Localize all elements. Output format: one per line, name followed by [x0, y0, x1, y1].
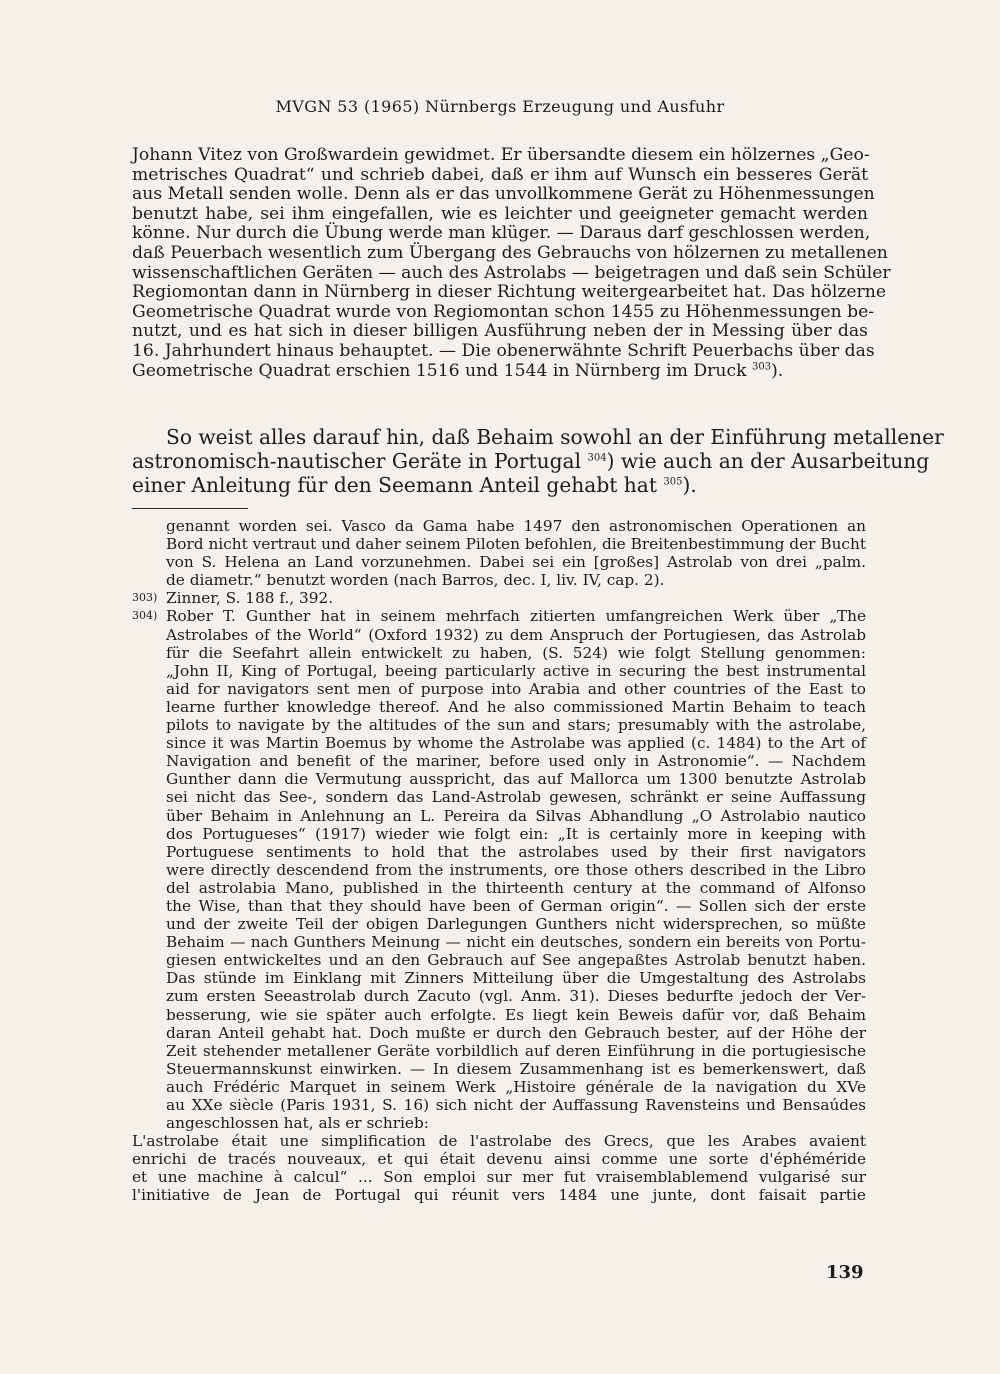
- footnote-line: genannt worden sei. Vasco da Gama habe 1497 den astronomischen Operationen an: [166, 517, 866, 535]
- footnote-number: 304): [132, 609, 158, 623]
- text-line: aus Metall senden wolle. Denn als er das unvollkommene Gerät zu Höhenmessungen: [132, 184, 875, 205]
- footnote-line: pilots to navigate by the altitudes of the sun and stars; presumably with the astrolabe,: [166, 716, 866, 735]
- emph-line: [132, 449, 930, 473]
- text-fragment: einer Anleitung für den Seemann Anteil gehabt hat: [132, 473, 657, 497]
- text-line: Johann Vitez von Großwardein gewidmet. Er übersandte diesem ein hölzernes „Geo-: [132, 145, 870, 165]
- footnote-line: since it was Martin Boemus by whome the Astrolabe was applied (c. 1484) to the Art of: [166, 734, 866, 753]
- footnote-line: Behaim — nach Gunthers Meinung — nicht ein deutsches, sondern ein bereits von Portu-: [166, 933, 866, 952]
- footnotes: [132, 517, 866, 1205]
- footnote-line: au XXe siècle (Paris 1931, S. 16) sich nicht der Auffassung Ravensteins und Bensaúdes: [166, 1096, 866, 1114]
- footnote-line: sei nicht das See-, sondern das Land-Astrolab gewesen, schränkt er seine Auffassung: [166, 788, 866, 807]
- footnote-line: von S. Helena an Land vorzunehmen. Dabei sei ein [großes] Astrolab von drei „palm.: [166, 553, 866, 572]
- footnote-line: zum ersten Seeastrolab durch Zacuto (vgl. Anm. 31). Dieses bedurfte jedoch der Ver-: [166, 987, 866, 1006]
- text-line-last: [132, 362, 868, 382]
- footnote-line: Zeit stehender metallener Geräte vorbildlich auf deren Einführung in die portugiesische: [166, 1041, 866, 1060]
- text-fragment: astronomisch-nautischer Geräte in Portugal: [132, 449, 582, 473]
- footnote-line: were directly descendend from the instruments, ore those others described in the Libro: [166, 860, 866, 879]
- text-fragment: ) wie auch an der Ausarbeitung: [606, 449, 930, 473]
- footnote-line: Zinner, S. 188 f., 392.: [166, 589, 334, 608]
- footnote-line: über Behaim in Anlehnung an L. Pereira da Silvas Abhandlung „O Astrolabio nautico: [166, 806, 866, 825]
- text-line: benutzt habe, sei ihm eingefallen, wie es leichter und geeigneter gemacht werden: [132, 203, 868, 224]
- page-number: 139: [826, 1262, 864, 1283]
- footnote-line: Bord nicht vertraut und daher seinem Piloten befohlen, die Breitenbestimmung der Bucht: [166, 535, 866, 554]
- text-line: daß Peuerbach wesentlich zum Übergang des Gebrauchs von hölzernen zu metallenen: [132, 242, 888, 263]
- footnote-line: angeschlossen hat, als er schrieb:: [166, 1114, 429, 1133]
- quote-line: et une machine à calcul“ ... Son emploi sur mer fut vraisemblablemend vulgarisé sur: [132, 1168, 866, 1187]
- text-line: 16. Jahrhundert hinaus behauptet. — Die obenerwähnte Schrift Peuerbachs über das: [132, 340, 875, 361]
- quote-line: l'initiative de Jean de Portugal qui réunit vers 1484 une junte, dont faisait partie: [132, 1186, 866, 1205]
- footnote-line: learne further knowledge thereof. And he also commissioned Martin Behaim to teach: [166, 697, 866, 716]
- footnote-line: dos Portugueses“ (1917) wieder wie folgt ein: „It is certainly more in keeping with: [166, 824, 866, 843]
- main-paragraph: [132, 145, 891, 381]
- footnote-line: the Wise, than that they should have been of German origin“. — Sollen sich der erste: [166, 896, 866, 915]
- quote-line: L'astrolabe était une simplification de l'astrolabe des Grecs, que les Arabes avaient: [132, 1132, 866, 1151]
- text-fragment: Geometrische Quadrat erschien 1516 und 1544 in Nürnberg im Druck: [132, 360, 747, 381]
- footnote-number: 303): [132, 591, 158, 605]
- quote-line: enrichi de tracés nouveaux, et qui était devenu ainsi comme une sorte d'éphéméride: [132, 1150, 866, 1169]
- footnote-ref-305[interactable]: 305: [663, 476, 683, 488]
- footnote-line: Gunther dann die Vermutung ausspricht, das auf Mallorca um 1300 benutzte Astrolab: [166, 770, 866, 789]
- french-quotation: [132, 1132, 866, 1204]
- text-line: Regiomontan dann in Nürnberg in dieser Richtung weitergearbeitet hat. Das hölzerne: [132, 282, 887, 303]
- running-header: MVGN 53 (1965) Nürnbergs Erzeugung und Ausfuhr: [275, 97, 725, 116]
- footnote-304: [132, 607, 866, 1204]
- footnote-line: Navigation and benefit of the mariner, before used only in Astronomie“. — Nachdem: [166, 752, 866, 771]
- footnote-line: Rober T. Gunther hat in seinem mehrfach zitierten umfangreichen Werk über „The: [166, 607, 866, 626]
- text-fragment: ).: [682, 473, 697, 497]
- emphasized-paragraph: [132, 425, 944, 497]
- footnote-ref-304[interactable]: 304: [587, 452, 607, 464]
- text-line: metrisches Quadrat“ und schrieb dabei, daß er ihm auf Wunsch ein besseres Gerät: [132, 164, 868, 185]
- text-line: wissenschaftlichen Geräten — auch des Astrolabs — beigetragen und daß sein Schüler: [132, 262, 891, 283]
- footnote-ref-303[interactable]: 303: [751, 360, 772, 372]
- text-line: könne. Nur durch die Übung werde man klüger. — Daraus darf geschlossen werden,: [132, 223, 871, 244]
- footnote-line: Das stünde im Einklang mit Zinners Mitteilung über die Umgestaltung des Astrolabs: [166, 969, 866, 988]
- text-fragment: ).: [771, 360, 784, 381]
- footnote-line: aid for navigators sent men of purpose into Arabia and other countries of the East to: [166, 679, 866, 698]
- footnote-line: del astrolabia Mano, published in the thirteenth century at the command of Alfonso: [166, 878, 866, 897]
- footnote-line: daran Anteil gehabt hat. Doch mußte er durch den Gebrauch bester, auf der Höhe der: [166, 1023, 866, 1042]
- footnote-line: giesen entwickeltes und an den Gebrauch auf See angepaßtes Astrolab benutzt haben.: [166, 951, 866, 970]
- emph-line: So weist alles darauf hin, daß Behaim sowohl an der Einführung metallener: [166, 425, 944, 449]
- footnote-continuation: [132, 517, 866, 589]
- footnote-separator: [132, 508, 248, 509]
- footnote-line: Astrolabes of the World“ (Oxford 1932) zu dem Anspruch der Portugiesen, das Astrolab: [166, 625, 866, 644]
- footnote-line: de diametr.“ benutzt worden (nach Barros, dec. I, liv. IV, cap. 2).: [166, 571, 665, 590]
- footnote-line: Portuguese sentiments to hold that the astrolabes used by their first navigators: [166, 842, 866, 861]
- footnote-line: für die Seefahrt allein entwickelt zu haben, (S. 524) wie folgt Stellung genommen:: [166, 643, 866, 662]
- footnote-line: „John II, King of Portugal, beeing particularly active in securing the best instrumental: [166, 661, 866, 680]
- footnote-303: [132, 589, 866, 607]
- text-line: Geometrische Quadrat wurde von Regiomontan schon 1455 zu Höhenmessungen be-: [132, 301, 875, 322]
- footnote-line: besserung, wie sie später auch erfolgte. Es liegt kein Beweis dafür vor, daß Behaim: [166, 1005, 866, 1024]
- footnote-line: und der zweite Teil der obigen Darlegungen Gunthers nicht widersprechen, so müßte: [166, 915, 866, 934]
- footnote-line: auch Frédéric Marquet in seinem Werk „Histoire générale de la navigation du XVe: [166, 1077, 866, 1096]
- emph-line: [132, 473, 868, 497]
- text-line: nutzt, und es hat sich in dieser billigen Ausführung neben der in Messing über das: [132, 321, 868, 342]
- footnote-line: Steuermannskunst einwirken. — In diesem Zusammenhang ist es bemerkenswert, daß: [166, 1059, 866, 1078]
